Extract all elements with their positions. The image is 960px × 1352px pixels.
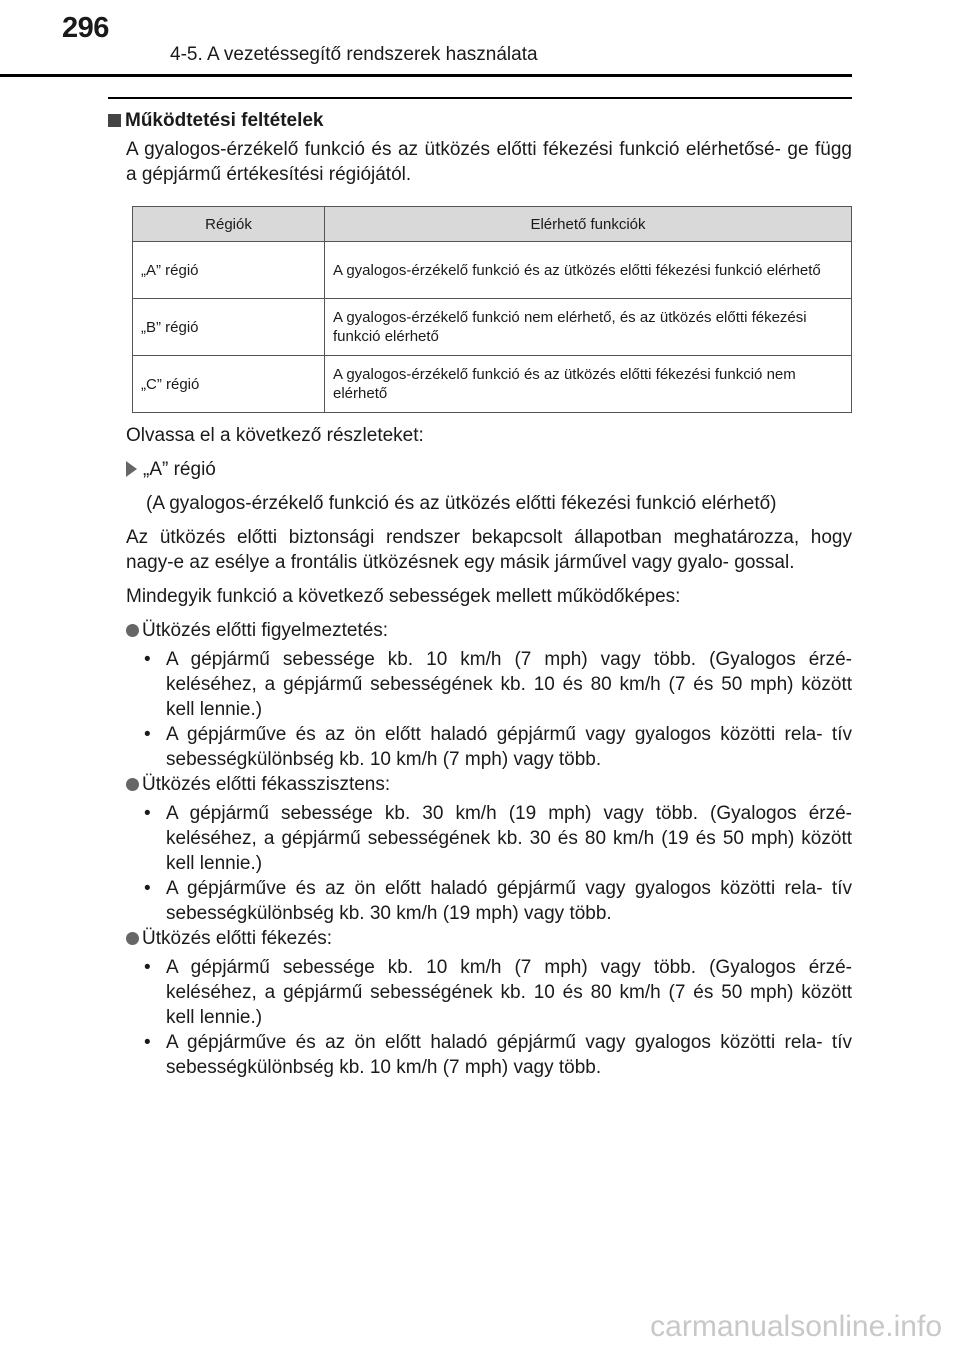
table-cell-functions: A gyalogos-érzékelő funkció és az ütközés előtti fékezési funkció nem elérhető: [325, 356, 852, 413]
section-rule: [108, 97, 852, 99]
regions-table: [132, 206, 852, 413]
header-rule: [0, 74, 852, 77]
table-header-regions: Régiók: [133, 207, 325, 242]
table-row: [133, 356, 852, 413]
table-row: [133, 242, 852, 299]
function-title: [108, 926, 852, 951]
read-more-text: Olvassa el a következő részleteket:: [126, 425, 424, 446]
square-bullet-icon: [108, 114, 121, 127]
table-row: [133, 299, 852, 356]
function-title-text: Ütközés előtti fékezés:: [142, 928, 333, 949]
circle-bullet-icon: [126, 778, 139, 791]
table-header-row: [133, 207, 852, 242]
arrow-right-icon: [126, 461, 137, 477]
list-item: • A gépjárműve és az ön előtt haladó gépjármű vagy gyalogos közötti rela- tív sebességkülönbség kb. 30 km/h (19 mph) vagy több.: [108, 876, 852, 926]
table-cell-region: „A” régió: [133, 242, 325, 299]
circle-bullet-icon: [126, 624, 139, 637]
speeds-intro: Mindegyik funkció a következő sebességek mellett működőképes:: [126, 586, 681, 607]
list-item: • A gépjármű sebessége kb. 10 km/h (7 mph) vagy több. (Gyalogos érzé- keléséhez, a gépjármű sebességének kb. 10 és 80 km/h (7 és 50 mph) között kell lennie.): [108, 955, 852, 1030]
table-header-functions: Elérhető funkciók: [325, 207, 852, 242]
list-item: • A gépjárműve és az ön előtt haladó gépjármű vagy gyalogos közötti rela- tív sebességkülönbség kb. 10 km/h (7 mph) vagy több.: [108, 1030, 852, 1080]
function-conditions-list: [108, 955, 852, 1080]
table-cell-functions: A gyalogos-érzékelő funkció és az ütközés előtti fékezési funkció elérhető: [325, 242, 852, 299]
list-item: • A gépjármű sebessége kb. 10 km/h (7 mph) vagy több. (Gyalogos érzé- keléséhez, a gépjármű sebességének kb. 10 és 80 km/h (7 és 50 mph) között kell lennie.): [108, 647, 852, 722]
explanation-paragraph: Az ütközés előtti biztonsági rendszer bekapcsolt állapotban meghatározza, hogy nagy-e az esélye a frontális ütközésnek egy másik járművel vagy gyalo- gossal.: [126, 527, 852, 573]
function-conditions-list: [108, 801, 852, 926]
section-title: [108, 108, 852, 133]
circle-bullet-icon: [126, 932, 139, 945]
table-cell-region: „B” régió: [133, 299, 325, 356]
page-content: [108, 108, 852, 1080]
region-a-subtitle: (A gyalogos-érzékelő funkció és az ütközés előtti fékezési funkció elérhető): [146, 493, 777, 514]
running-head: 4-5. A vezetéssegítő rendszerek használata: [170, 44, 538, 65]
list-item: • A gépjármű sebessége kb. 30 km/h (19 mph) vagy több. (Gyalogos érzé- keléséhez, a gépjármű sebességének kb. 30 és 80 km/h (19 és 50 mph) között kell lennie.): [108, 801, 852, 876]
list-item: • A gépjárműve és az ön előtt haladó gépjármű vagy gyalogos közötti rela- tív sebességkülönbség kb. 10 km/h (7 mph) vagy több.: [108, 722, 852, 772]
region-a-title: „A” régió: [143, 459, 216, 480]
page-number: 296: [62, 12, 109, 44]
section-intro: A gyalogos-érzékelő funkció és az ütközés előtti fékezési funkció elérhetősé- ge függ a gépjármű értékesítési régiójától.: [126, 139, 852, 185]
region-a-heading: [108, 457, 852, 482]
function-conditions-list: [108, 647, 852, 772]
table-cell-region: „C” régió: [133, 356, 325, 413]
table-cell-functions: A gyalogos-érzékelő funkció nem elérhető, és az ütközés előtti fékezési funkció elérhető: [325, 299, 852, 356]
function-title-text: Ütközés előtti figyelmeztetés:: [142, 620, 389, 641]
function-title: [108, 772, 852, 797]
section-title-text: Működtetési feltételek: [125, 110, 324, 131]
function-title: [108, 618, 852, 643]
watermark: carmanualsonline.info: [650, 1310, 942, 1343]
function-title-text: Ütközés előtti fékasszisztens:: [142, 774, 391, 795]
